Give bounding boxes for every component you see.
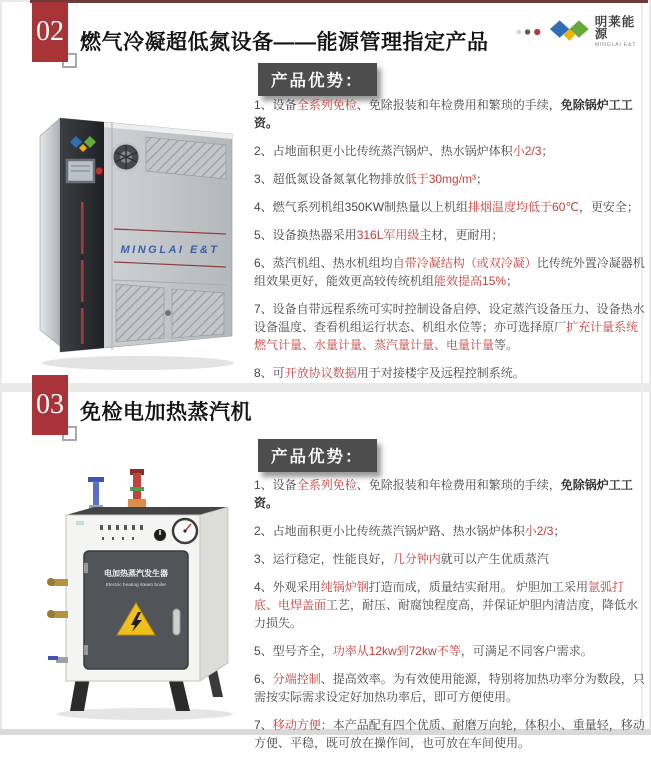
product-photo-gas-boiler — [26, 84, 246, 374]
section-number: 02 — [36, 16, 64, 47]
logo-dots-icon — [515, 26, 542, 38]
advantage-item: 2、占地面积更小比传统蒸汽锅炉、热水锅炉体积小2/3； — [254, 144, 554, 158]
logo-diamonds-icon — [549, 17, 590, 47]
machine-label-cn: 电加热蒸汽发生器 — [104, 569, 168, 578]
advantage-item: 7、移动方便：本产品配有四个优质、耐磨万向轮，体积小、重量轻，移动方便、平稳，既可放在操作间，也可放在车间使用。 — [254, 718, 645, 750]
top-accent-line — [30, 0, 648, 3]
advantage-item: 2、占地面积更小比传统蒸汽锅炉路、热水锅炉体积小2/3； — [254, 524, 566, 538]
advantage-item: 6、分端控制、提高效率。为有效使用能源，特别将加热功率分为数段，只需按实际需求设定好加热功率后，即可方便使用。 — [254, 672, 645, 704]
advantages-label: 产品优势： — [258, 439, 377, 472]
section-number-badge — [32, 2, 68, 62]
advantages-list — [254, 96, 646, 392]
advantage-item: 1、设备全系列免检、免除报装和年检费用和繁琐的手续，免除锅炉工工资。 — [254, 478, 633, 510]
machine-front-label: MINGLAI E&T — [120, 244, 220, 256]
advantage-item: 3、运行稳定，性能良好，几分钟内就可以产生优质蒸汽 — [254, 552, 549, 566]
electric-boiler-illustration — [40, 463, 250, 721]
advantage-item: 5、型号齐全，功率从12kw到72kw不等，可满足不同客户需求。 — [254, 644, 593, 658]
advantage-item: 8、可开放协议数据用于对接楼宇及远程控制系统。 — [254, 366, 525, 380]
advantage-item: 4、燃气系列机组350KW制热量以上机组排烟温度均低于60℃，更安全； — [254, 200, 639, 214]
product-photo-electric-boiler — [40, 463, 250, 721]
advantage-item: 6、蒸汽机组、热水机组均自带冷凝结构（或双冷凝）比传统外置冷凝器机组效果更好，能效更高较传统机组能效提高15%； — [254, 256, 645, 288]
brand-logo — [515, 14, 647, 50]
advantages-label: 产品优势： — [258, 63, 377, 96]
gas-boiler-illustration — [26, 84, 246, 374]
machine-label-en: Electric heating steam boiler — [105, 583, 167, 588]
advantages-list — [254, 476, 646, 762]
section-number-badge — [32, 375, 68, 435]
advantage-item: 4、外观采用纯锅炉钢打造而成，质量结实耐用。 炉胆加工采用氩弧打底、电焊盖面工艺，耐压、耐腐蚀程度高，并保证炉胆内清洁度，降低水力损失。 — [254, 580, 639, 630]
advantage-item: 1、设备全系列免检、免除报装和年检费用和繁琐的手续，免除锅炉工工资。 — [254, 98, 633, 130]
brand-name-en: MINGLAI E&T — [594, 41, 637, 48]
brand-name-cn: 明莱能源 — [594, 14, 636, 42]
advantage-item: 3、超低氮设备氮氧化物排放低于30mg/m³； — [254, 172, 489, 186]
section-number: 03 — [36, 389, 64, 420]
advantage-item: 7、设备自带远程系统可实时控制设备启停、设定蒸汽设备压力、设备热水设备温度、查看机组运行状态、机组水位等；亦可选择原厂扩充计量系统燃气计量、水量计量、蒸汽量计量、电量计量等。 — [254, 302, 645, 352]
advantage-item: 5、设备换热器采用316L军用级主材，更耐用； — [254, 228, 504, 242]
page-edge-left — [0, 0, 2, 735]
section-title: 免检电加热蒸汽机 — [80, 401, 252, 424]
section-title: 燃气冷凝超低氮设备——能源管理指定产品 — [80, 31, 489, 54]
